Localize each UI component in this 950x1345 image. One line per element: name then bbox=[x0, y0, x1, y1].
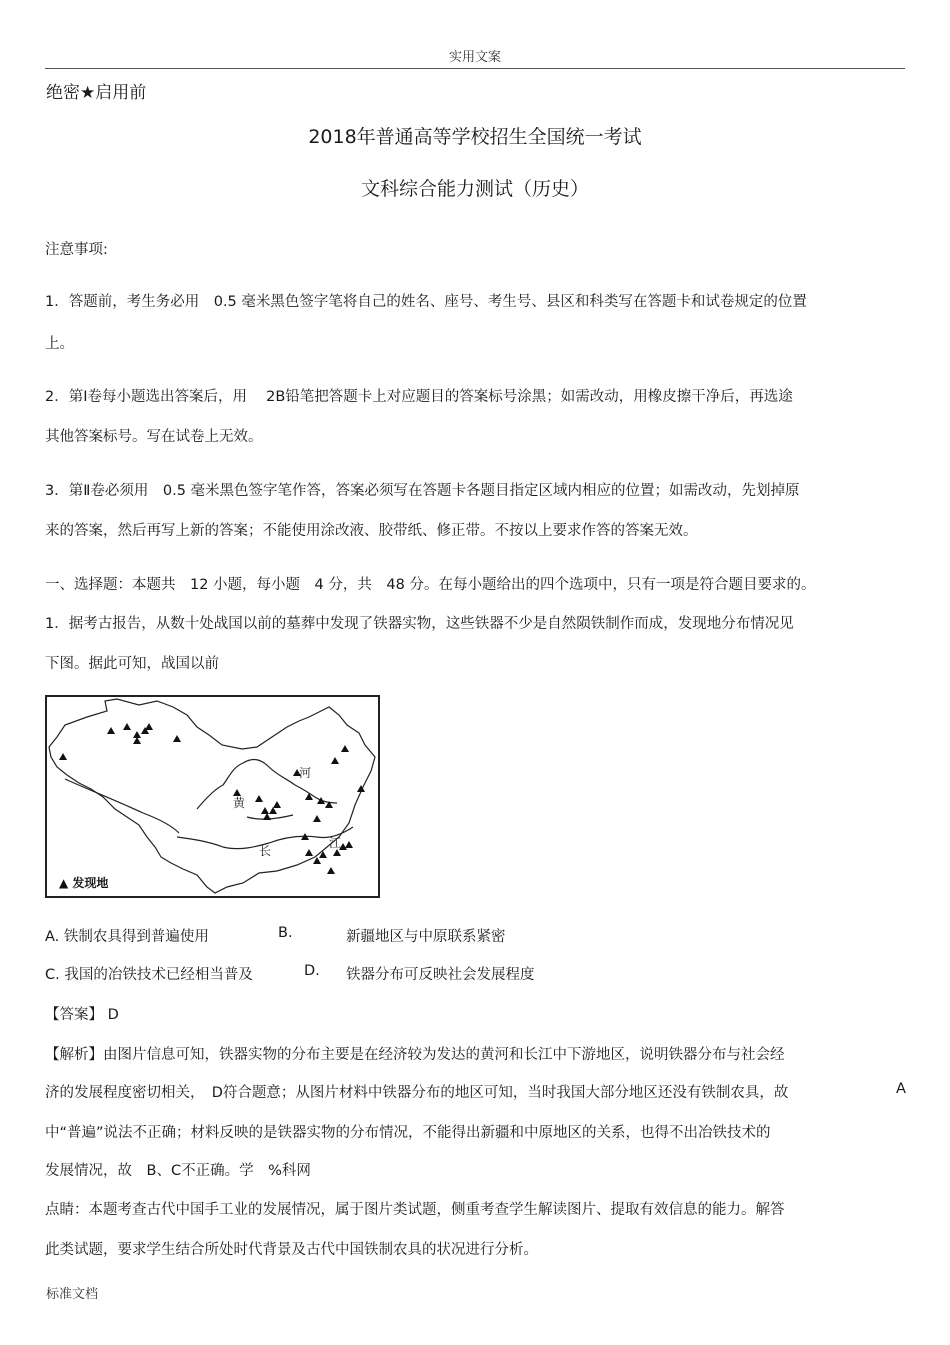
notice-item-2-line-2: 其他答案标号。写在试卷上无效。 bbox=[45, 429, 263, 445]
notice-heading: 注意事项: bbox=[45, 242, 108, 258]
discovery-marker bbox=[261, 807, 269, 814]
border-outline bbox=[49, 699, 375, 893]
discovery-marker bbox=[233, 789, 241, 796]
discovery-marker bbox=[345, 841, 353, 848]
western-river bbox=[65, 779, 179, 833]
notice-item-3-line-1: 3．第Ⅱ卷必须用 0.5 毫米黑色签字笔作答，答案必须写在答题卡各题目指定区域内相应的位置；如需改动，先划掉原 bbox=[45, 483, 800, 499]
analysis-line-2: 济的发展程度密切相关， D符合题意；从图片材料中铁器分布的地区可知，当时我国大部分地区还没有铁制农具，故 bbox=[45, 1085, 789, 1101]
discovery-marker bbox=[313, 815, 321, 822]
discovery-marker bbox=[331, 757, 339, 764]
analysis-line-1: 【解析】由图片信息可知，铁器实物的分布主要是在经济较为发达的黄河和长江中下游地区，说明铁器分布与社会经 bbox=[45, 1047, 785, 1063]
discovery-marker bbox=[133, 737, 141, 744]
discovery-marker bbox=[333, 849, 341, 856]
discovery-marker bbox=[305, 793, 313, 800]
map-label-he: 河 bbox=[299, 766, 312, 780]
discovery-marker bbox=[255, 795, 263, 802]
discovery-marker bbox=[305, 849, 313, 856]
analysis-line-2-tail: A bbox=[896, 1081, 906, 1097]
discovery-marker bbox=[317, 797, 325, 804]
map-label-chang: 长 bbox=[259, 844, 272, 858]
analysis-line-4: 发展情况，故 B、C不正确。学 %科网 bbox=[45, 1163, 311, 1179]
yellow-river bbox=[197, 760, 337, 809]
comment-line-1: 点睛：本题考查古代中国手工业的发展情况，属于图片类试题，侧重考查学生解读图片、提取有效信息的能力。解答 bbox=[45, 1202, 785, 1218]
discovery-marker bbox=[273, 801, 281, 808]
section-heading: 一、选择题：本题共 12 小题，每小题 4 分，共 48 分。在每小题给出的四个选项中，只有一项是符合题目要求的。 bbox=[45, 577, 816, 593]
exam-subtitle: 文科综合能力测试（历史） bbox=[360, 178, 589, 200]
exam-title: 2018年普通高等学校招生全国统一考试 bbox=[308, 126, 642, 148]
discovery-marker bbox=[145, 723, 153, 730]
discovery-marker bbox=[173, 735, 181, 742]
map-drawing bbox=[47, 697, 378, 896]
page-header: 实用文案 bbox=[448, 50, 501, 65]
map-label-huang: 黄 bbox=[233, 796, 246, 810]
option-d: 铁器分布可反映社会发展程度 bbox=[346, 967, 535, 983]
option-c: C. 我国的冶铁技术已经相当普及 bbox=[45, 967, 253, 983]
analysis-line-3: 中“普遍”说法不正确；材料反映的是铁器实物的分布情况，不能得出新疆和中原地区的关系，也得不出冶铁技术的 bbox=[45, 1125, 771, 1141]
discovery-marker bbox=[59, 753, 67, 760]
discovery-marker bbox=[341, 745, 349, 752]
question-1-stem-line-2: 下图。据此可知，战国以前 bbox=[45, 656, 219, 672]
notice-item-1-line-1: 1．答题前，考生务必用 0.5 毫米黑色签字笔将自己的姓名、座号、考生号、县区和科类写在答题卡和试卷规定的位置 bbox=[45, 294, 807, 310]
answer: 【答案】 D bbox=[45, 1007, 119, 1023]
option-b-letter: B. bbox=[278, 925, 293, 941]
page-footer: 标准文档 bbox=[46, 1287, 99, 1302]
secret-mark: 绝密★启用前 bbox=[46, 83, 147, 103]
option-a: A. 铁制农具得到普遍使用 bbox=[45, 929, 209, 945]
discovery-marker bbox=[327, 867, 335, 874]
notice-item-2-line-1: 2．第Ⅰ卷每小题选出答案后，用 2B铅笔把答题卡上对应题目的答案标号涂黑；如需改动，用橡皮擦干净后，再选途 bbox=[45, 389, 793, 405]
map-label-jiang: 江 bbox=[329, 836, 342, 850]
discovery-marker bbox=[133, 731, 141, 738]
discovery-marker bbox=[269, 807, 277, 814]
notice-item-1-line-2: 上。 bbox=[45, 336, 74, 352]
discovery-marker bbox=[313, 857, 321, 864]
discovery-marker bbox=[123, 723, 131, 730]
map-legend: ▲ 发现地 bbox=[59, 876, 109, 890]
notice-item-3-line-2: 来的答案，然后再写上新的答案；不能使用涂改液、胶带纸、修正带。不按以上要求作答的答案无效。 bbox=[45, 523, 698, 539]
question-1-stem-line-1: 1．据考古报告，从数十处战国以前的墓葬中发现了铁器实物，这些铁器不少是自然陨铁制作而成，发现地分布情况见 bbox=[45, 616, 794, 632]
discovery-marker bbox=[107, 727, 115, 734]
comment-line-2: 此类试题，要求学生结合所处时代背景及古代中国铁制农具的状况进行分析。 bbox=[45, 1242, 538, 1258]
option-d-letter: D. bbox=[304, 963, 320, 979]
iron-artifact-map bbox=[45, 695, 380, 898]
option-b: 新疆地区与中原联系紧密 bbox=[346, 929, 506, 945]
header-divider bbox=[45, 68, 905, 69]
discovery-marker bbox=[263, 813, 271, 820]
